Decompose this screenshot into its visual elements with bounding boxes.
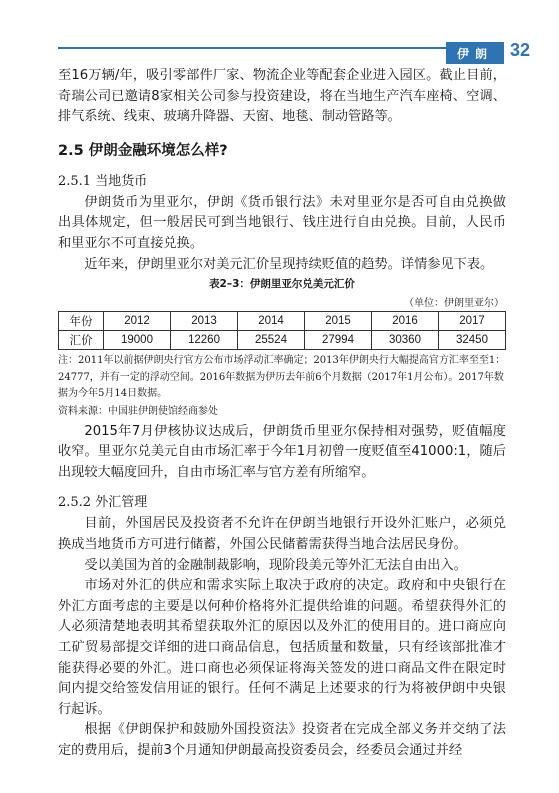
table-cell: 30360 [372,331,439,350]
table-cell: 2015 [305,312,372,331]
row-label-rate: 汇价 [59,331,104,350]
table-cell: 2016 [372,312,439,331]
running-title: 伊朗 [456,46,493,61]
paragraph-investment-law: 根据《伊朗保护和鼓励外国投资法》投资者在完成全部义务并交纳了法定的费用后，提前3个月通知伊朗最高投资委员会，经委员会通过并经 [58,722,506,758]
table-cell: 12260 [171,331,238,350]
table-cell: 2017 [439,312,506,331]
page-number: 32 [510,40,531,60]
table-caption: 表2–3：伊朗里亚尔兑美元汇价 [209,278,355,291]
table-cell: 2012 [104,312,171,331]
paragraph-depreciation: 近年来，伊朗里亚尔对美元汇价呈现持续贬值的趋势。详情参见下表。 [84,256,494,272]
subsection-heading-currency: 2.5.1 当地货币 [58,173,148,189]
table-note: 注：2011年以前据伊朗央行官方公布市场浮动汇率确定；2013年伊朗央行大幅提高官方汇率至至1：24777，并有一定的浮动空间。2016年数据为伊历去年前6个月数据（2017年1月公布）。2017年数据为今年5月14日数据。 [58,355,506,400]
table-source: 资料来源：中国驻伊朗使馆经商参处 [58,405,218,417]
running-title-tab [446,42,504,64]
table-row-years [59,312,506,331]
section-heading: 2.5 伊朗金融环境怎么样? [58,142,228,159]
table-cell: 32450 [439,331,506,350]
paragraph-currency: 伊朗货币为里亚尔，伊朗《货币银行法》未对里亚尔是否可自由兑换做出具体规定，但一般居民可到当地银行、钱庄进行自由兑换。目前，人民币和里亚尔不可直接兑换。 [58,194,506,251]
table-cell: 27994 [305,331,372,350]
paragraph-sanctions: 受以美国为首的金融制裁影响，现阶段美元等外汇无法自由出入。 [84,557,467,573]
subsection-heading-forex: 2.5.2 外汇管理 [58,495,148,511]
header-rule [58,47,504,49]
page-body [58,66,506,762]
table-row-rates [59,331,506,350]
paragraph-forex-supply: 市场对外汇的供应和需求实际上取决于政府的决定。政府和中央银行在外汇方面考虑的主要是以何种价格将外汇提供给谁的问题。希望获得外汇的人必须清楚地表明其希望获取外汇的原因以及外汇的使用目的。进口商应向工矿贸易部提交详细的进口商品信息，包括质量和数量，只有经该部批准才能获得必要的外汇。进口商也必须保证将海关签发的进口商品文件在限定时间内提交给签发信用证的银行。任何不满足上述要求的行为将被伊朗中央银行起诉。 [58,578,506,717]
paragraph-jcpoa: 2015年7月伊核协议达成后，伊朗货币里亚尔保持相对强势，贬值幅度收窄。里亚尔兑美元自由市场汇率于今年1月初曾一度贬值至41000:1，随后出现较大幅度回升，自由市场汇率与官方差有所缩窄。 [58,423,506,480]
row-label-year: 年份 [59,312,104,331]
paragraph-forex-accounts: 目前，外国居民及投资者不允许在伊朗当地银行开设外汇账户，必须兑换成当地货币方可进行储蓄，外国公民储蓄需获得当地合法居民身份。 [58,516,506,553]
table-cell: 19000 [104,331,171,350]
table-unit: （单位：伊朗里亚尔） [404,298,504,310]
table-cell: 25524 [238,331,305,350]
paragraph-continuation: 至16万辆/年，吸引零部件厂家、物流企业等配套企业进入园区。截止目前，奇瑞公司已邀请8家相关公司参与投资建设，将在当地生产汽车座椅、空调、排气系统、线束、玻璃升降器、天窗、地毯、制动管路等。 [58,68,506,125]
table-cell: 2014 [238,312,305,331]
exchange-rate-table [58,311,506,350]
table-cell: 2013 [171,312,238,331]
